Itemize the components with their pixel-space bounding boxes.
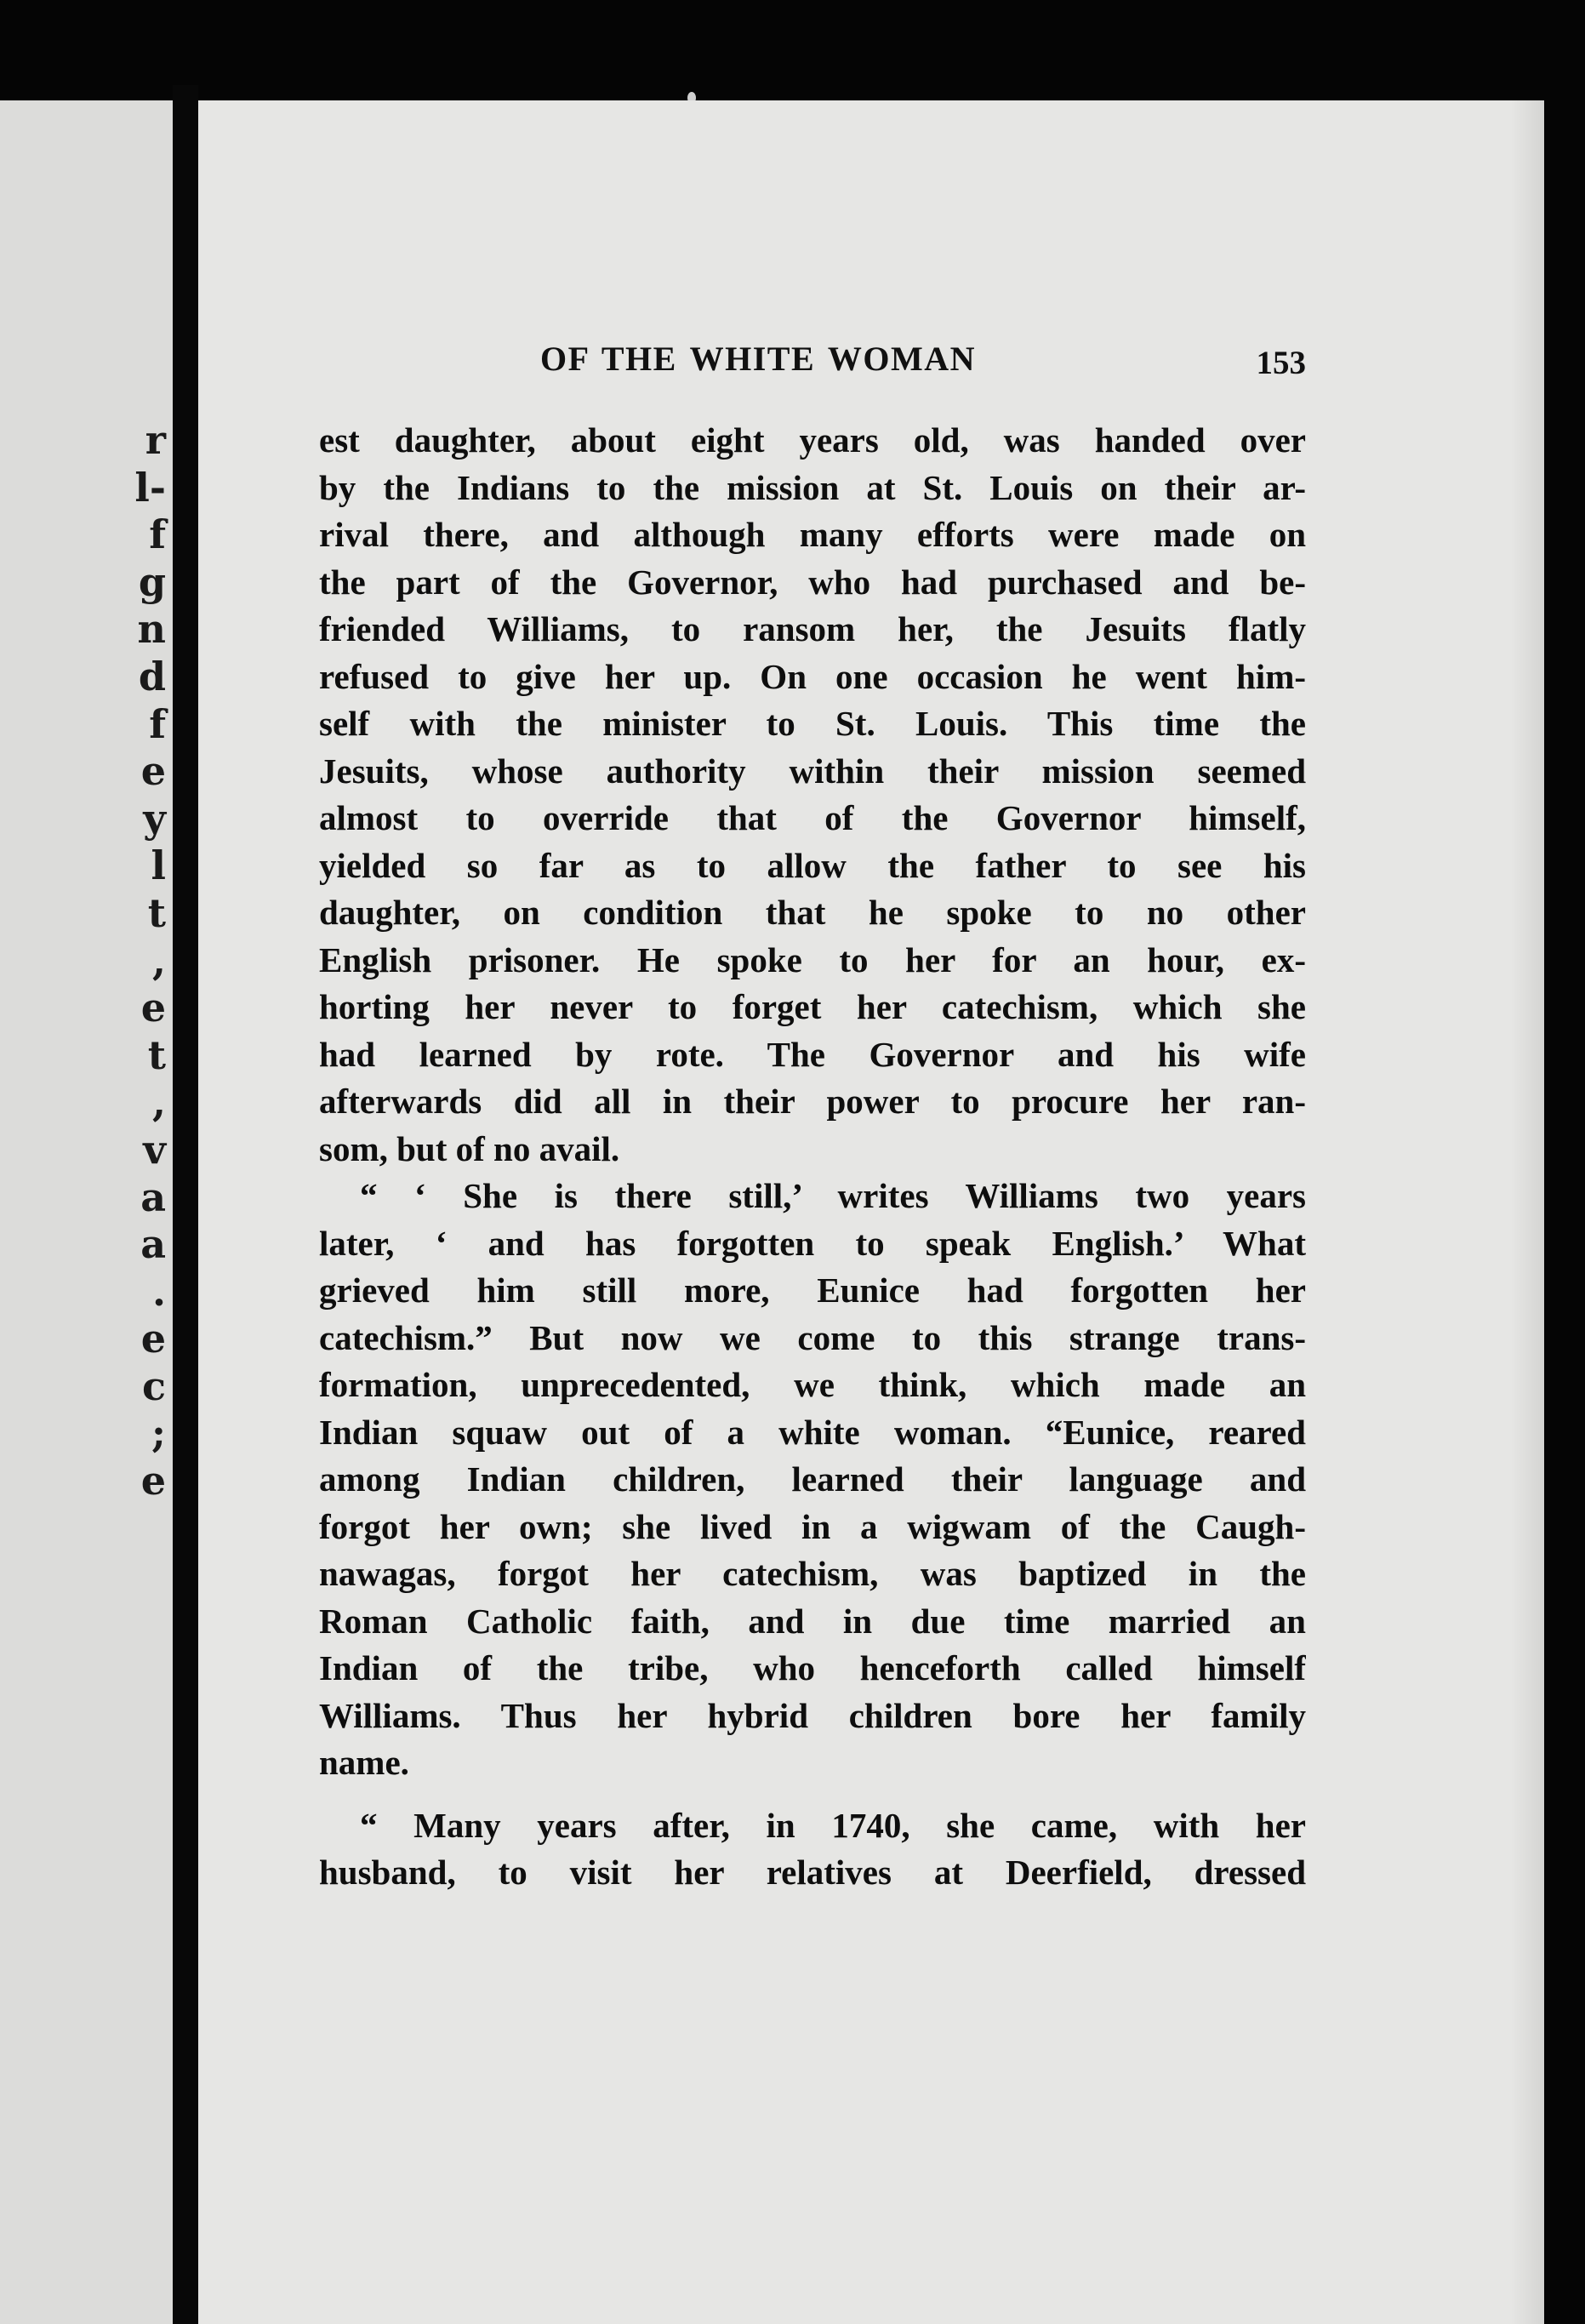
paragraph: [319, 1802, 1306, 1897]
fragment: t: [147, 889, 166, 936]
text-line: afterwards did all in their power to procure her ran-: [319, 1082, 1306, 1121]
running-title: OF THE WHITE WOMAN: [540, 340, 977, 378]
fragment: v: [143, 1126, 166, 1173]
text-line: Indian of the tribe, who henceforth called himself: [319, 1648, 1306, 1687]
text-line: Jesuits, whose authority within their mission seemed: [319, 751, 1306, 791]
text-line: refused to give her up. On one occasion he went him-: [319, 656, 1306, 696]
page-number: 153: [1256, 345, 1306, 381]
text-line: English prisoner. He spoke to her for an hour, ex-: [319, 939, 1306, 979]
text-line: by the Indians to the mission at St. Louis on their ar-: [319, 467, 1306, 507]
fragment: l-: [134, 464, 166, 511]
text-line: later, ‘ and has forgotten to speak English.’ What: [319, 1223, 1306, 1263]
text-line: Indian squaw out of a white woman. “Eunice, reared: [319, 1412, 1306, 1452]
text-line: grieved him still more, Eunice had forgotten her: [319, 1270, 1306, 1310]
fragment: e: [140, 1316, 166, 1362]
fragment: .: [151, 1268, 166, 1315]
text-line: rival there, and although many efforts were made on: [319, 515, 1306, 554]
page-edge-shadow: [1510, 100, 1544, 2324]
running-head: [336, 339, 1306, 390]
fragment: ;: [151, 1410, 166, 1457]
text-line: self with the minister to St. Louis. This time the: [319, 704, 1306, 743]
text-line: among Indian children, learned their language and: [319, 1459, 1306, 1499]
text-line: “ Many years after, in 1740, she came, with her: [360, 1805, 1306, 1845]
fragment: e: [140, 1458, 166, 1505]
fragment: f: [149, 700, 166, 747]
text-line: est daughter, about eight years old, was handed over: [319, 420, 1306, 460]
text-line: horting her never to forget her catechism, which she: [319, 987, 1306, 1026]
fragment: a: [140, 1173, 166, 1220]
text-line: Williams. Thus her hybrid children bore her family: [319, 1695, 1306, 1735]
fragment: g: [138, 558, 166, 605]
text-line: friended Williams, to ransom her, the Jesuits flatly: [319, 609, 1306, 648]
text-line: catechism.” But now we come to this strange trans-: [319, 1317, 1306, 1357]
text-line: almost to override that of the Governor himself,: [319, 798, 1306, 837]
text-line: yielded so far as to allow the father to see his: [319, 845, 1306, 885]
fragment: c: [141, 1362, 166, 1409]
text-line: daughter, on condition that he spoke to no other: [319, 893, 1306, 932]
text-line: name.: [319, 1743, 409, 1782]
fragment: y: [143, 795, 166, 842]
text-line: som, but of no avail.: [319, 1128, 620, 1168]
fragment: ,: [151, 937, 166, 984]
fragment: f: [149, 511, 166, 558]
text-line: Roman Catholic faith, and in due time married an: [319, 1601, 1306, 1641]
fragment: d: [138, 653, 166, 699]
book-gutter: [173, 85, 198, 2324]
left-page-edge: [0, 100, 173, 2324]
text-line: had learned by rote. The Governor and his wife: [319, 1034, 1306, 1074]
fragment: e: [140, 985, 166, 1031]
left-page-fragments: [115, 417, 166, 1505]
text-line: the part of the Governor, who had purchased and be-: [319, 562, 1306, 602]
body-text: [319, 417, 1306, 1897]
fragment: l: [151, 842, 166, 889]
text-line: husband, to visit her relatives at Deerfield, dressed: [319, 1853, 1306, 1892]
text-line: forgot her own; she lived in a wigwam of the Caugh-: [319, 1506, 1306, 1546]
fragment: e: [140, 748, 166, 795]
text-line: formation, unprecedented, we think, which made an: [319, 1365, 1306, 1404]
text-line: “ ‘ She is there still,’ writes Williams two years: [360, 1176, 1306, 1215]
fragment: ,: [151, 1079, 166, 1126]
fragment: r: [145, 417, 166, 463]
fragment: a: [140, 1221, 166, 1268]
fragment: n: [137, 606, 166, 653]
text-line: nawagas, forgot her catechism, was baptized in the: [319, 1554, 1306, 1593]
fragment: t: [147, 1031, 166, 1078]
